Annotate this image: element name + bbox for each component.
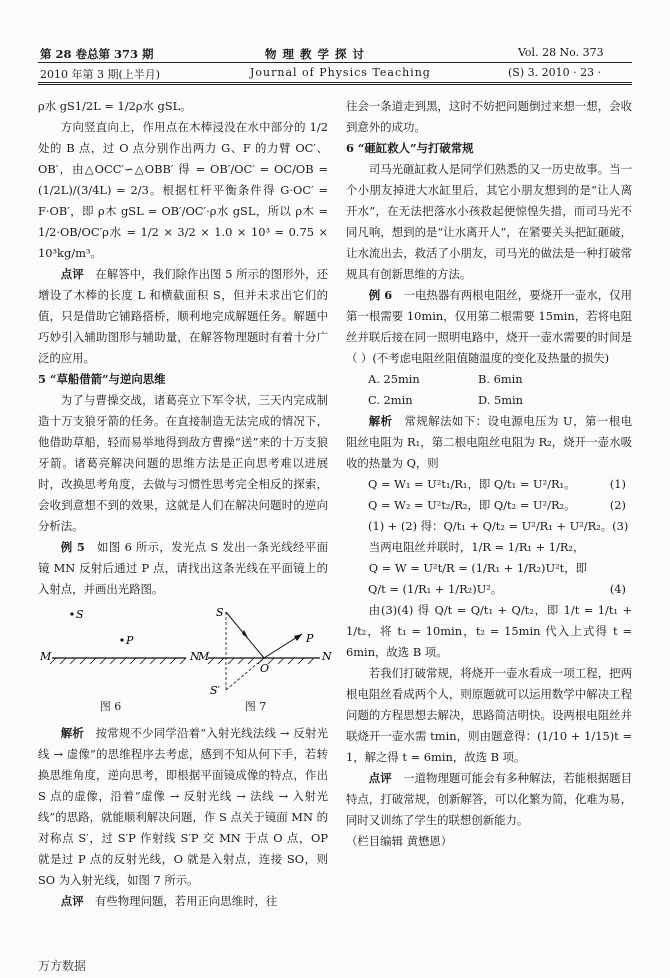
example-label: 例 5 — [60, 540, 85, 554]
equation-1 — [346, 474, 632, 495]
option-c: C. 2min — [368, 393, 413, 407]
comment-label: 点评 — [60, 894, 84, 908]
virtual-ray-s-prime-o — [226, 658, 264, 690]
paragraph: 若我们打破常规，将烧开一壶水看成一项工程，把两根电阻丝看成两个人，则原题就可以运用数学中解决工程问题的方程思想去解决，思路简洁明快。设两根电阻丝并联烧开一壶水需 tmin，则由题意得：(1/10 + 1/15)t = 1，解之得 t = 6min，故选 B 项。 — [346, 666, 632, 764]
comment-text: 一道物理题可能会有多种解法，若能根据题目特点，打破常规，创新解答，可以化繁为简，化难为易，同时又训练了学生的联想创新能力。 — [346, 771, 632, 827]
example-paragraph — [346, 285, 632, 369]
figure-6-caption: 图 6 — [99, 700, 122, 713]
label-n: N — [322, 650, 332, 663]
comment-paragraph — [38, 264, 328, 369]
comment-paragraph — [346, 768, 632, 831]
section-heading: 5 “草船借箭”与逆向思维 — [38, 372, 166, 386]
equation-4 — [346, 579, 632, 600]
volume-issue-right: Vol. 28 No. 373 — [518, 46, 604, 59]
point-s — [70, 612, 73, 615]
label-n: N — [190, 650, 200, 663]
comment-label: 点评 — [368, 771, 392, 785]
volume-issue-left: 第 28 卷总第 373 期 — [40, 47, 154, 61]
paragraph: 方向竖直向上，作用点在木棒浸没在水中部分的 1/2 处的 B 点，过 O 点分别作出两力 G、F 的力臂 OC′、OB′，由△OCC′∽△OBB′ 得 = OB′/OC′ = OC/OB = (1/2L)/(3/4L) = 2/3。根据杠杆平衡条件得 G·OC′ = F·OB′，即 ρ木 gSL = OB′/OC′·ρ水 gSL，所以 ρ木 = 1/2·OB/OC′ρ水 = 1/2 × 3/2 × 1.0 × 10³ = 0.75 × 10³kg/m³。 — [38, 120, 328, 260]
comment-text: 有些物理问题，若用正向思维时，往 — [95, 894, 278, 908]
header-rule-top — [38, 62, 632, 63]
analysis-paragraph — [346, 411, 632, 474]
analysis-text: 常规解法如下：设电源电压为 U，第一根电阻丝电阻为 R₁，第二根电阻丝电阻为 R₂，烧开一壶水吸收的热量为 Q，则 — [346, 414, 632, 470]
left-column — [38, 96, 332, 912]
label-o: O — [260, 662, 270, 675]
figures-6-7 — [38, 600, 332, 697]
analysis-label: 解析 — [60, 726, 85, 740]
figure-captions — [38, 696, 328, 717]
mirror-hatching — [50, 658, 186, 664]
example-label: 例 6 — [368, 288, 393, 302]
column-editor: （栏目编辑 黄懋恩） — [346, 834, 453, 848]
analysis-paragraph — [38, 723, 328, 891]
paragraph: 由(3)(4) 得 Q/t = Q/t₁ + Q/t₂，即 1/t = 1/t₁ + 1/t₂，将 t₁ = 10min，t₂ = 15min 代入上式得 t = 6min，故选 B 项。 — [346, 603, 632, 659]
equation-number: (4) — [609, 582, 626, 596]
journal-title-en: Journal of Physics Teaching — [250, 66, 431, 79]
header-rule-bottom — [38, 82, 632, 85]
label-p: P — [306, 632, 314, 645]
option-d: D. 5min — [478, 393, 523, 407]
comment-paragraph — [38, 891, 328, 912]
analysis-text: 按常规不少同学沿着“入射光线法线 → 反射光线 → 虚像”的思维程序去考虑，感到不知从何下手，若转换思维角度，逆向思考，即根据平面镜成像的特点，作出 S 点的虚像，沿着“虚像 → 反射光线 → 法线 → 入射光线”的思路，就能顺利解决问题，作 S 点关于镜面 MN 的对称点 S′，过 S′P 作射线 S′P 交 MN 于点 O 点，OP 就是过 P 点的反射光线，O 就是入射点，连接 SO，则 SO 为入射光线，如图 7 所示。 — [38, 726, 328, 887]
point-p — [120, 638, 123, 641]
equation-text-line: Q = W = U²t/R = (1/R₁ + 1/R₂)U²t，即 — [368, 561, 588, 575]
options-row — [346, 369, 632, 390]
comment-label: 点评 — [60, 267, 84, 281]
example-paragraph — [38, 537, 328, 600]
label-s: S — [76, 608, 84, 621]
watermark: 万方数据 — [38, 959, 87, 973]
issue-date-left: 2010 年第 3 期(上半月) — [40, 68, 161, 81]
option-b: B. 6min — [478, 372, 523, 386]
right-column — [346, 96, 632, 852]
example-text: 如图 6 所示，发光点 S 发出一条光线经平面镜 MN 反射后通过 P 点，请找出这条光线在平面镜上的入射点，并画出光路图。 — [38, 540, 328, 596]
options-row — [346, 390, 632, 411]
comment-text: 在解答中，我们除作出图 5 所示的图形外，还增设了木棒的长度 L 和横截面积 S，但并未求出它们的值，只是借助它铺路搭桥，顺利地完成解题任务。解题中巧妙引入辅助图形与辅助量，在解答物理题时有着十分广泛的应用。 — [38, 267, 328, 365]
equation-number: (2) — [609, 498, 626, 512]
equation-text: (1) + (2) 得：Q/t₁ + Q/t₂ = U²/R₁ + U²/R₂。 — [368, 519, 613, 533]
equation-text-line: 当两电阻丝并联时，1/R = 1/R₁ + 1/R₂， — [368, 540, 585, 554]
paragraph: 往会一条道走到黑，这时不妨把问题倒过来想一想，会收到意外的成功。 — [346, 99, 632, 134]
equation-number: (1) — [609, 477, 626, 491]
journal-title-cn: 物 理 教 学 探 讨 — [265, 47, 366, 61]
figure-7-caption: 图 7 — [244, 700, 267, 713]
equation-number: (3) — [612, 519, 629, 533]
label-p: P — [126, 634, 134, 647]
page-number: (S) 3. 2010 · 23 · — [508, 66, 602, 79]
figure-6-diagram — [38, 600, 332, 697]
paragraph: 司马光砸缸救人是同学们熟悉的又一历史故事。当一个小朋友掉进大水缸里后，其它小朋友想到的是“让人离开水”，在无法把落水小孩救起便惊惶失措，而司马光不同凡响，想到的是“让水离开人”，在紧要关头把缸砸破，让水流出去，救活了小朋友，司马光的做法是一种打破常规具有创新思维的方法。 — [346, 162, 632, 281]
label-s-prime: S′ — [210, 684, 221, 697]
equation-text: Q/t = (1/R₁ + 1/R₂)U²。 — [368, 582, 503, 596]
equation-text: Q = W₂ = U²t₂/R₂，即 Q/t₂ = U²/R₂。 — [368, 498, 576, 512]
reflected-arrow — [294, 634, 302, 641]
paragraph: ρ水 gS1/2L = 1/2ρ水 gSL。 — [38, 99, 192, 113]
paragraph: 为了与曹操交战，诸葛亮立下军令状，三天内完成制造十万支狼牙箭的任务。在直接制造无法完成的情况下，他借助草船，轻而易举地得到敌方曹操“送”来的十万支狼牙箭。诸葛亮解决问题的思维方法是正向思考难以进展时，改换思考角度，去做与习惯性思考完全相反的探索，会收到意想不到的效果，这就是人们在解决问题时的逆向分析法。 — [38, 393, 328, 533]
section-heading: 6 “砸缸救人”与打破常规 — [346, 141, 474, 155]
label-m: M — [40, 650, 52, 663]
equation-text: Q = W₁ = U²t₁/R₁，即 Q/t₁ = U²/R₁。 — [368, 477, 576, 491]
label-m: M — [198, 650, 210, 663]
analysis-label: 解析 — [368, 414, 393, 428]
incident-arrow — [242, 630, 248, 638]
example-text: 一电热器有两根电阻丝，要烧开一壶水，仅用第一根需要 10min，仅用第二根需要 15min，若将电阻丝并联后接在同一照明电路中，烧开一壶水需要的时间是（ ）(不考虑电阻丝阻值随温度的变化及热量的损失) — [346, 288, 632, 365]
option-a: A. 25min — [368, 372, 420, 386]
equation-3 — [346, 516, 632, 537]
label-s: S — [216, 606, 224, 619]
equation-2 — [346, 495, 632, 516]
